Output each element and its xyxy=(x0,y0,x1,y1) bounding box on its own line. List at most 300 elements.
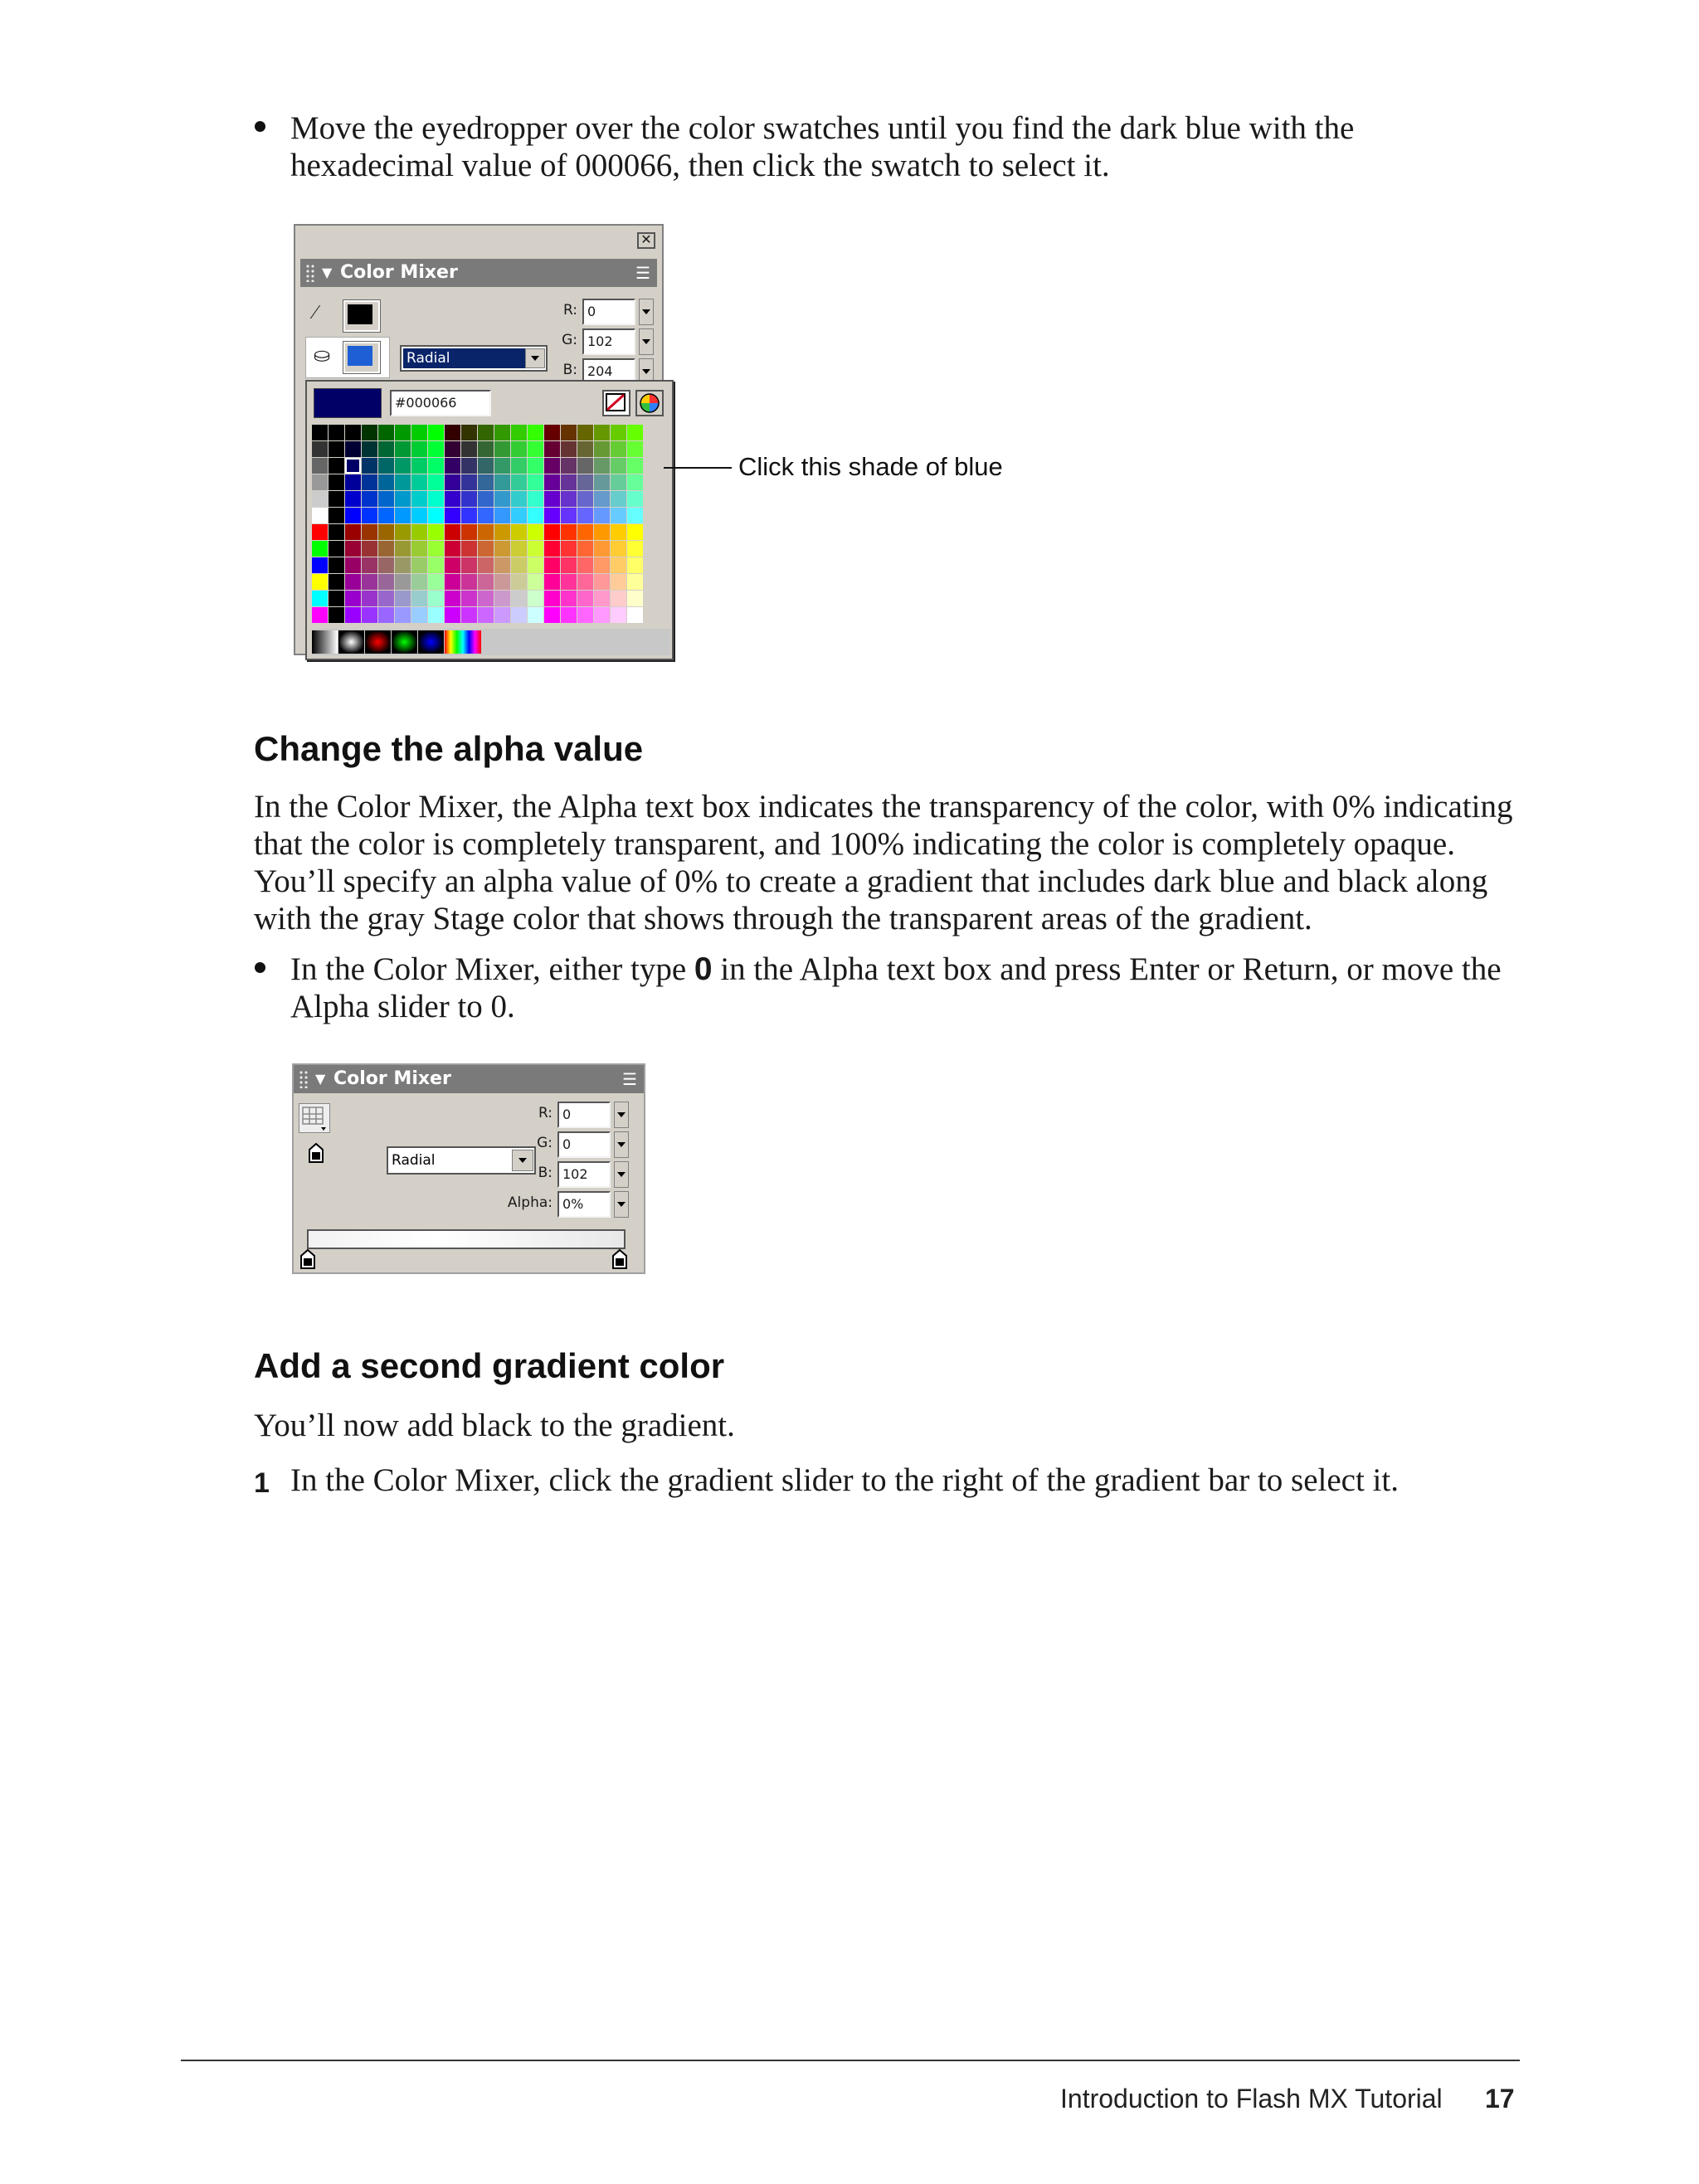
r-label: R: xyxy=(538,1105,553,1121)
color-swatch[interactable] xyxy=(594,491,610,507)
color-swatch[interactable] xyxy=(378,491,394,507)
color-swatch[interactable] xyxy=(611,607,626,623)
color-swatch[interactable] xyxy=(329,458,344,474)
color-swatch[interactable] xyxy=(561,458,577,474)
color-swatch[interactable] xyxy=(395,474,411,490)
color-swatch[interactable] xyxy=(329,591,344,606)
dropdown-arrow-icon[interactable] xyxy=(525,348,545,368)
color-swatch[interactable] xyxy=(494,458,510,474)
color-swatch[interactable] xyxy=(461,425,477,440)
color-swatch[interactable] xyxy=(611,425,626,440)
color-swatch[interactable] xyxy=(378,524,394,540)
color-swatch[interactable] xyxy=(494,557,510,573)
color-swatch[interactable] xyxy=(428,524,444,540)
color-swatch[interactable] xyxy=(577,524,593,540)
color-swatch[interactable] xyxy=(461,574,477,590)
color-swatch[interactable] xyxy=(544,441,560,457)
color-swatch[interactable] xyxy=(411,524,427,540)
color-swatch[interactable] xyxy=(627,574,643,590)
color-swatch[interactable] xyxy=(378,508,394,523)
color-swatch[interactable] xyxy=(494,607,510,623)
color-swatch[interactable] xyxy=(411,591,427,606)
r-input[interactable]: 0 xyxy=(582,299,635,325)
color-swatch[interactable] xyxy=(627,557,643,573)
color-swatch[interactable] xyxy=(445,574,460,590)
color-swatch[interactable] xyxy=(461,474,477,490)
color-swatch[interactable] xyxy=(544,541,560,557)
r-spin-button[interactable] xyxy=(639,299,654,325)
color-swatch[interactable] xyxy=(445,441,460,457)
color-swatch[interactable] xyxy=(544,491,560,507)
b-input[interactable]: 102 xyxy=(557,1161,611,1188)
color-swatch[interactable] xyxy=(312,524,328,540)
color-swatch[interactable] xyxy=(494,425,510,440)
color-swatch[interactable] xyxy=(445,474,460,490)
color-swatch[interactable] xyxy=(494,441,510,457)
color-swatch[interactable] xyxy=(345,541,361,557)
color-swatch[interactable] xyxy=(627,458,643,474)
grip-icon[interactable] xyxy=(305,264,315,282)
grip-icon[interactable] xyxy=(299,1070,309,1088)
color-swatch[interactable] xyxy=(461,508,477,523)
color-swatch[interactable] xyxy=(478,474,494,490)
color-swatch[interactable] xyxy=(445,591,460,606)
color-swatch[interactable] xyxy=(561,574,577,590)
color-swatch[interactable] xyxy=(329,607,344,623)
color-swatch[interactable] xyxy=(312,557,328,573)
step-bullet-text: Move the eyedropper over the color swatches until you find the dark blue with the hexadecimal value of 000066, then click the swatch to select it. xyxy=(290,110,1355,183)
color-swatch[interactable] xyxy=(395,458,411,474)
color-swatch[interactable] xyxy=(577,474,593,490)
color-swatch[interactable] xyxy=(362,541,377,557)
gradient-swatch[interactable] xyxy=(338,630,364,654)
no-color-icon xyxy=(604,392,629,415)
color-swatch[interactable] xyxy=(345,607,361,623)
color-swatch[interactable] xyxy=(395,441,411,457)
color-swatch[interactable] xyxy=(395,508,411,523)
collapse-triangle-icon[interactable]: ▼ xyxy=(315,1071,326,1087)
color-swatch[interactable] xyxy=(544,524,560,540)
color-swatch[interactable] xyxy=(312,607,328,623)
color-swatch[interactable] xyxy=(461,557,477,573)
color-swatch[interactable] xyxy=(511,425,527,440)
panel-title: Color Mixer xyxy=(340,262,458,283)
b-label: B: xyxy=(538,1165,553,1181)
alpha-input[interactable]: 0% xyxy=(557,1191,611,1218)
color-swatch[interactable] xyxy=(461,591,477,606)
panel-menu-icon[interactable]: ☰ xyxy=(635,263,650,283)
color-swatch[interactable] xyxy=(494,541,510,557)
color-swatch[interactable] xyxy=(478,441,494,457)
color-swatch[interactable] xyxy=(478,541,494,557)
color-swatch[interactable] xyxy=(561,425,577,440)
color-swatch[interactable] xyxy=(611,591,626,606)
color-swatch[interactable] xyxy=(329,491,344,507)
color-swatch[interactable] xyxy=(428,441,444,457)
color-swatch[interactable] xyxy=(411,425,427,440)
color-swatch[interactable] xyxy=(627,591,643,606)
color-swatch[interactable] xyxy=(378,607,394,623)
color-swatch[interactable] xyxy=(577,491,593,507)
color-swatch[interactable] xyxy=(511,557,527,573)
color-swatch[interactable] xyxy=(627,441,643,457)
color-swatch[interactable] xyxy=(528,541,543,557)
panel-menu-icon[interactable]: ☰ xyxy=(622,1069,637,1089)
no-color-button[interactable] xyxy=(602,390,630,416)
color-swatch[interactable] xyxy=(611,557,626,573)
color-swatch[interactable] xyxy=(611,541,626,557)
color-swatch[interactable] xyxy=(329,574,344,590)
color-swatch[interactable] xyxy=(594,574,610,590)
grid-swatch-icon xyxy=(299,1104,329,1132)
color-swatch[interactable] xyxy=(395,524,411,540)
color-swatch[interactable] xyxy=(528,474,543,490)
bullet-dot xyxy=(255,121,265,132)
color-swatch[interactable] xyxy=(577,574,593,590)
color-swatch[interactable] xyxy=(627,491,643,507)
color-swatch[interactable] xyxy=(411,441,427,457)
color-swatch[interactable] xyxy=(378,541,394,557)
color-swatch[interactable] xyxy=(329,441,344,457)
color-swatch[interactable] xyxy=(577,591,593,606)
gradient-pointer-left[interactable] xyxy=(299,1248,317,1271)
color-swatch[interactable] xyxy=(627,524,643,540)
color-swatch[interactable] xyxy=(362,574,377,590)
color-swatch[interactable] xyxy=(329,524,344,540)
r-spin-button[interactable] xyxy=(614,1102,629,1128)
close-button[interactable] xyxy=(637,232,655,249)
color-swatch[interactable] xyxy=(627,474,643,490)
color-swatch[interactable] xyxy=(345,474,361,490)
color-swatch[interactable] xyxy=(494,591,510,606)
color-swatch[interactable] xyxy=(478,607,494,623)
bullet-text-pre: In the Color Mixer, either type xyxy=(290,951,694,987)
color-swatch[interactable] xyxy=(329,557,344,573)
color-swatch[interactable] xyxy=(611,474,626,490)
color-swatch[interactable] xyxy=(312,491,328,507)
color-swatch[interactable] xyxy=(494,491,510,507)
color-swatch[interactable] xyxy=(478,491,494,507)
color-swatch[interactable] xyxy=(544,458,560,474)
gradient-swatch[interactable] xyxy=(418,630,444,654)
color-swatch[interactable] xyxy=(411,491,427,507)
color-swatch[interactable] xyxy=(611,441,626,457)
section-paragraph-second-color: You’ll now add black to the gradient. xyxy=(254,1408,735,1443)
color-swatch[interactable] xyxy=(511,524,527,540)
g-input[interactable]: 102 xyxy=(582,328,635,355)
color-swatch[interactable] xyxy=(627,607,643,623)
color-swatch[interactable] xyxy=(395,557,411,573)
color-swatch[interactable] xyxy=(378,474,394,490)
selected-color-preview xyxy=(314,388,382,418)
color-swatch[interactable] xyxy=(378,574,394,590)
color-swatch[interactable] xyxy=(544,508,560,523)
color-swatch[interactable] xyxy=(312,591,328,606)
color-swatch[interactable] xyxy=(428,425,444,440)
color-swatch[interactable] xyxy=(312,441,328,457)
color-swatch[interactable] xyxy=(345,508,361,523)
color-swatch[interactable] xyxy=(577,557,593,573)
color-swatch[interactable] xyxy=(445,557,460,573)
color-swatch[interactable] xyxy=(461,491,477,507)
color-swatch[interactable] xyxy=(478,458,494,474)
color-swatch[interactable] xyxy=(378,557,394,573)
gradient-pointer-right[interactable] xyxy=(611,1248,629,1271)
color-swatch[interactable] xyxy=(494,574,510,590)
color-swatch[interactable] xyxy=(345,574,361,590)
callout-line xyxy=(664,467,732,469)
color-swatch[interactable] xyxy=(445,491,460,507)
color-swatch[interactable] xyxy=(611,458,626,474)
stroke-color-swatch xyxy=(348,304,372,324)
color-swatch[interactable] xyxy=(627,508,643,523)
fill-color-well[interactable] xyxy=(343,342,380,373)
color-swatch[interactable] xyxy=(411,474,427,490)
color-swatch[interactable] xyxy=(544,425,560,440)
panel-titlebar[interactable] xyxy=(294,1065,644,1093)
color-swatch[interactable] xyxy=(362,425,377,440)
r-input[interactable]: 0 xyxy=(557,1102,611,1128)
stroke-color-well[interactable] xyxy=(343,300,380,332)
color-swatch[interactable] xyxy=(594,458,610,474)
color-swatch[interactable] xyxy=(577,441,593,457)
color-swatch[interactable] xyxy=(611,574,626,590)
color-swatch[interactable] xyxy=(378,425,394,440)
color-swatch[interactable] xyxy=(611,508,626,523)
color-swatch[interactable] xyxy=(594,557,610,573)
color-swatch[interactable] xyxy=(312,508,328,523)
color-swatch[interactable] xyxy=(329,425,344,440)
g-spin-button[interactable] xyxy=(639,328,654,355)
color-swatch[interactable] xyxy=(411,607,427,623)
color-swatch[interactable] xyxy=(428,474,444,490)
color-swatch[interactable] xyxy=(611,524,626,540)
color-swatch[interactable] xyxy=(428,458,444,474)
color-swatch[interactable] xyxy=(494,508,510,523)
color-swatch[interactable] xyxy=(445,607,460,623)
color-swatch[interactable] xyxy=(528,425,543,440)
color-swatch[interactable] xyxy=(511,508,527,523)
color-swatch[interactable] xyxy=(428,557,444,573)
color-swatch[interactable] xyxy=(461,441,477,457)
color-mixer-panel-alpha xyxy=(292,1063,645,1274)
color-swatch[interactable] xyxy=(528,574,543,590)
color-swatch[interactable] xyxy=(544,474,560,490)
color-swatch[interactable] xyxy=(362,508,377,523)
color-swatch[interactable] xyxy=(378,441,394,457)
color-swatch[interactable] xyxy=(594,607,610,623)
pencil-icon: ⁄ xyxy=(314,302,318,323)
color-swatch[interactable] xyxy=(329,474,344,490)
color-swatch[interactable] xyxy=(494,524,510,540)
color-swatch[interactable] xyxy=(561,441,577,457)
color-swatch[interactable] xyxy=(345,524,361,540)
color-swatch[interactable] xyxy=(428,541,444,557)
color-swatch[interactable] xyxy=(411,458,427,474)
color-swatch[interactable] xyxy=(395,591,411,606)
color-swatch[interactable] xyxy=(594,474,610,490)
color-swatch[interactable] xyxy=(428,491,444,507)
color-swatch[interactable] xyxy=(411,541,427,557)
color-swatch[interactable] xyxy=(312,474,328,490)
color-swatch[interactable] xyxy=(461,541,477,557)
color-swatch[interactable] xyxy=(594,524,610,540)
color-swatch[interactable] xyxy=(611,491,626,507)
color-swatch[interactable] xyxy=(561,607,577,623)
color-swatch[interactable] xyxy=(561,591,577,606)
color-swatch[interactable] xyxy=(362,557,377,573)
color-swatch[interactable] xyxy=(561,491,577,507)
color-swatch[interactable] xyxy=(312,425,328,440)
collapse-triangle-icon[interactable]: ▼ xyxy=(322,265,333,280)
color-swatch[interactable] xyxy=(345,441,361,457)
color-swatch[interactable] xyxy=(478,508,494,523)
color-swatch[interactable] xyxy=(544,557,560,573)
color-swatch[interactable] xyxy=(577,607,593,623)
color-swatch[interactable] xyxy=(511,607,527,623)
color-swatch[interactable] xyxy=(445,458,460,474)
hex-input[interactable]: #000066 xyxy=(390,390,491,416)
color-swatch[interactable] xyxy=(395,425,411,440)
g-input[interactable]: 0 xyxy=(557,1131,611,1158)
color-swatch[interactable] xyxy=(478,557,494,573)
color-swatch[interactable] xyxy=(594,441,610,457)
color-swatch[interactable] xyxy=(395,541,411,557)
step-number: 1 xyxy=(254,1467,270,1499)
color-swatch[interactable] xyxy=(528,508,543,523)
color-swatch[interactable] xyxy=(577,541,593,557)
color-swatch[interactable] xyxy=(411,508,427,523)
color-swatch[interactable] xyxy=(511,441,527,457)
color-swatch[interactable] xyxy=(594,591,610,606)
color-picker-button[interactable] xyxy=(635,390,664,416)
color-swatch[interactable] xyxy=(561,474,577,490)
color-swatch[interactable] xyxy=(395,574,411,590)
color-swatch[interactable] xyxy=(345,557,361,573)
color-swatch[interactable] xyxy=(577,508,593,523)
color-swatch[interactable] xyxy=(312,574,328,590)
color-swatch-grid[interactable] xyxy=(312,425,670,627)
g-spin-button[interactable] xyxy=(614,1131,629,1158)
b-input[interactable]: 204 xyxy=(582,358,635,385)
color-swatch[interactable] xyxy=(445,425,460,440)
color-swatch[interactable] xyxy=(411,574,427,590)
color-swatch[interactable] xyxy=(445,524,460,540)
color-swatch[interactable] xyxy=(461,458,477,474)
color-swatch[interactable] xyxy=(594,541,610,557)
color-swatch[interactable] xyxy=(478,524,494,540)
color-swatch[interactable] xyxy=(395,607,411,623)
color-swatch[interactable] xyxy=(528,591,543,606)
color-swatch[interactable] xyxy=(461,607,477,623)
color-swatch[interactable] xyxy=(362,441,377,457)
color-swatch[interactable] xyxy=(561,541,577,557)
color-swatch[interactable] xyxy=(511,491,527,507)
color-swatch[interactable] xyxy=(362,524,377,540)
color-swatch[interactable] xyxy=(528,458,543,474)
color-swatch[interactable] xyxy=(362,458,377,474)
color-swatch[interactable] xyxy=(528,524,543,540)
color-swatch[interactable] xyxy=(511,591,527,606)
color-swatch[interactable] xyxy=(329,541,344,557)
color-swatch[interactable] xyxy=(445,508,460,523)
close-icon: ✕ xyxy=(640,231,652,247)
color-swatch[interactable] xyxy=(428,508,444,523)
color-swatch[interactable] xyxy=(544,607,560,623)
gradient-swatch-strip[interactable] xyxy=(312,629,670,655)
color-swatch[interactable] xyxy=(528,441,543,457)
gradient-swatch[interactable] xyxy=(392,630,417,654)
color-swatch[interactable] xyxy=(378,458,394,474)
color-swatch[interactable] xyxy=(312,541,328,557)
color-swatch[interactable] xyxy=(594,425,610,440)
color-swatch[interactable] xyxy=(329,508,344,523)
color-swatch[interactable] xyxy=(494,474,510,490)
color-swatch[interactable] xyxy=(511,574,527,590)
color-swatch[interactable] xyxy=(544,591,560,606)
color-swatch[interactable] xyxy=(362,474,377,490)
color-swatch[interactable] xyxy=(561,524,577,540)
color-swatch[interactable] xyxy=(511,458,527,474)
color-swatch[interactable] xyxy=(511,541,527,557)
color-swatch[interactable] xyxy=(528,607,543,623)
color-swatch[interactable] xyxy=(445,541,460,557)
color-swatch[interactable] xyxy=(478,425,494,440)
color-swatch[interactable] xyxy=(345,491,361,507)
color-swatch[interactable] xyxy=(378,591,394,606)
panel-titlebar[interactable] xyxy=(300,259,657,287)
color-swatch[interactable] xyxy=(428,607,444,623)
color-swatch[interactable] xyxy=(428,591,444,606)
gradient-swatch[interactable] xyxy=(312,630,338,654)
color-swatch[interactable] xyxy=(577,425,593,440)
color-swatch[interactable] xyxy=(627,425,643,440)
color-swatch[interactable] xyxy=(312,458,328,474)
gradient-swatch[interactable] xyxy=(365,630,391,654)
color-swatch[interactable] xyxy=(528,491,543,507)
gradient-bar[interactable] xyxy=(307,1229,626,1249)
swap-colors-button[interactable] xyxy=(299,1103,330,1133)
color-swatch[interactable] xyxy=(478,574,494,590)
color-swatch[interactable] xyxy=(577,458,593,474)
color-swatch[interactable] xyxy=(395,491,411,507)
color-swatch[interactable] xyxy=(561,557,577,573)
gradient-swatch-rainbow[interactable] xyxy=(445,630,481,654)
color-swatch[interactable] xyxy=(561,508,577,523)
color-swatch[interactable] xyxy=(345,458,361,474)
color-swatch[interactable] xyxy=(461,524,477,540)
alpha-spin-button[interactable] xyxy=(614,1191,629,1218)
color-swatch[interactable] xyxy=(411,557,427,573)
b-spin-button[interactable] xyxy=(614,1161,629,1188)
color-swatch[interactable] xyxy=(362,491,377,507)
color-swatch[interactable] xyxy=(345,425,361,440)
color-swatch[interactable] xyxy=(478,591,494,606)
color-swatch[interactable] xyxy=(594,508,610,523)
color-swatch[interactable] xyxy=(345,591,361,606)
color-swatch[interactable] xyxy=(428,574,444,590)
alpha-bullet-text xyxy=(290,951,1518,1025)
fill-type-dropdown[interactable] xyxy=(400,345,548,372)
fill-type-value: Radial xyxy=(403,348,526,368)
color-swatch[interactable] xyxy=(544,574,560,590)
color-swatch[interactable] xyxy=(627,541,643,557)
color-swatch[interactable] xyxy=(511,474,527,490)
step-text: In the Color Mixer, click the gradient slider to the right of the gradient bar to select it. xyxy=(290,1462,1399,1498)
color-swatch[interactable] xyxy=(362,607,377,623)
color-swatch[interactable] xyxy=(528,557,543,573)
color-swatch[interactable] xyxy=(362,591,377,606)
